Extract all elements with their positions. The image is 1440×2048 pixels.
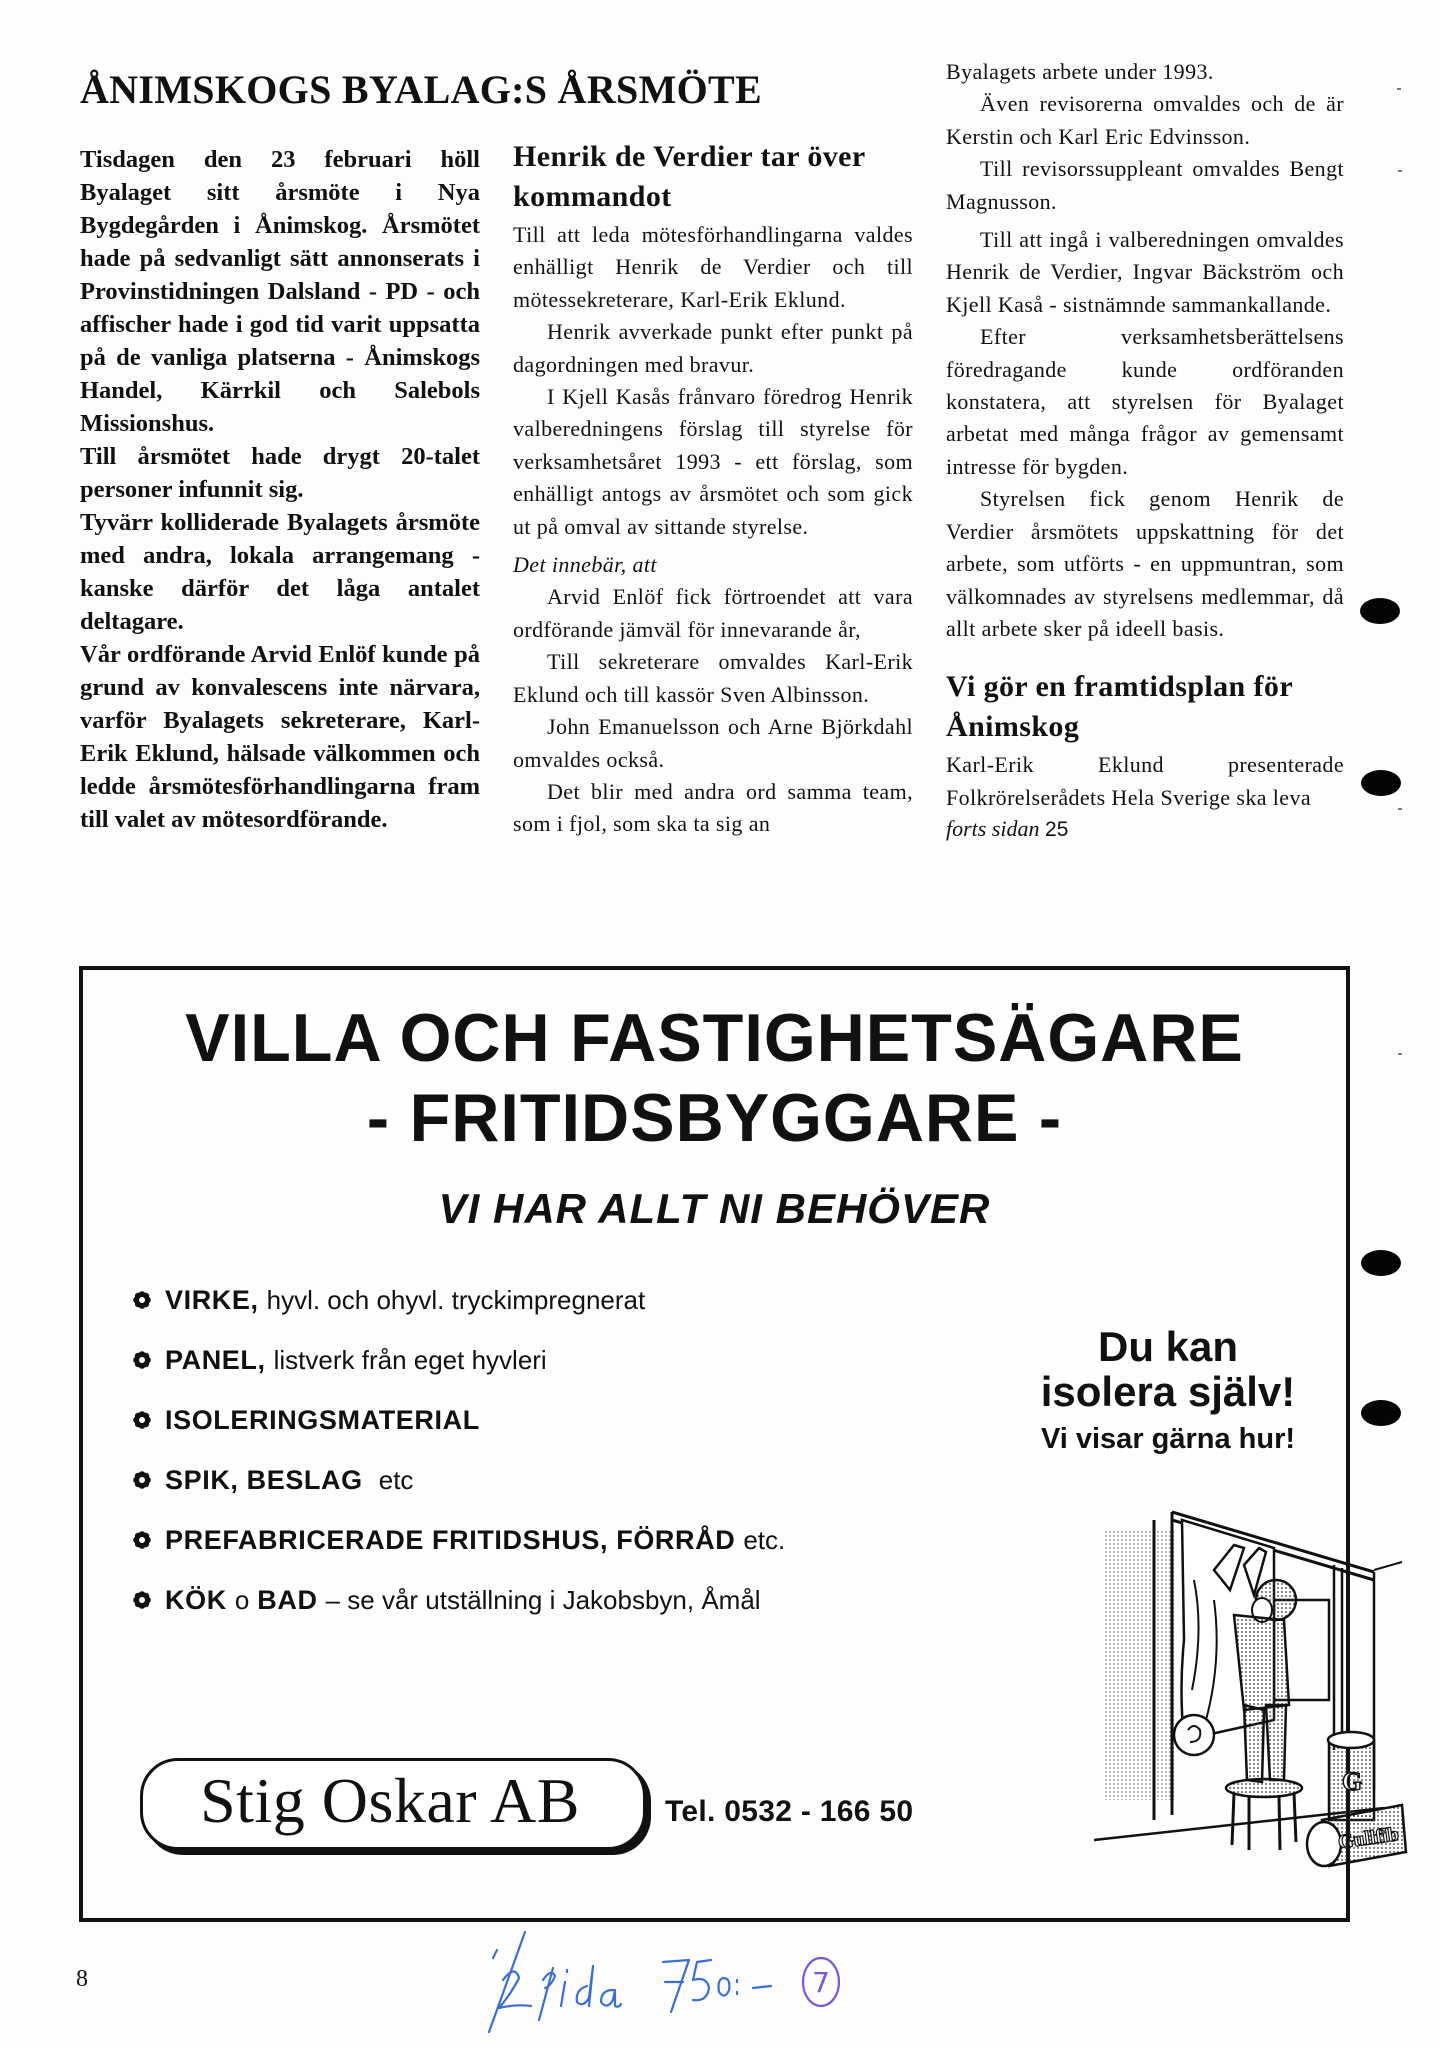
product-item xyxy=(133,1510,785,1570)
advertisement xyxy=(79,966,1401,1922)
punch-hole xyxy=(1360,598,1400,624)
ad-callout xyxy=(1003,1325,1333,1459)
product-name: PREFABRICERADE FRITIDSHUS, FÖRRÅD xyxy=(165,1525,736,1555)
product-name: BAD xyxy=(257,1585,318,1615)
punch-hole xyxy=(1361,770,1401,796)
intro-paragraph: Tisdagen den 23 februari höll Byalaget sitt årsmöte i Nya Bygdegården i Ånimskog. Årsmötet hade på sedvanligt sätt annonserats i Provinstidningen Dalsland - PD - och affischer hade i god tid varit uppsatta på de vanliga platserna - Ånimskogs Handel, Kärrkil och Salebols Missionshus. xyxy=(80,146,480,437)
article-column-3 xyxy=(946,56,1344,845)
ad-tagline: VI HAR ALLT NI BEHÖVER xyxy=(438,1185,991,1232)
body-paragraph: Styrelsen fick genom Henrik de Verdier årsmötets uppskattning för det arbete, som utförts - en uppmuntran, som välkomnades av styrelsens medlemmar, då allt arbete sker på ideell basis. xyxy=(946,486,1344,641)
scan-speck xyxy=(1398,808,1402,810)
body-paragraph: Byalagets arbete under 1993. xyxy=(946,59,1214,84)
intro-paragraph: Vår ordförande Arvid Enlöf kunde på grund av konvalescens inte närvara, varför Byalagets sekreterare, Karl-Erik Eklund, hälsade välkommen och ledde årsmötesförhandlingarna fram till valet av mötesordförande. xyxy=(80,641,480,833)
body-paragraph: Det blir med andra ord samma team, som i fjol, som ska ta sig an xyxy=(513,778,913,837)
body-paragraph: Efter verksamhetsberättelsens föredragande kunde ordföranden konstatera, att styrelsen för Byalaget arbetat med många frågor av gemensamt intresse för bygden. xyxy=(946,324,1344,479)
ad-headline-line-2: - FRITIDSBYGGARE - xyxy=(366,1080,1063,1156)
body-paragraph: Henrik avverkade punkt efter punkt på dagordningen med bravur. xyxy=(513,319,913,377)
body-paragraph: John Emanuelsson och Arne Björkdahl omvaldes också. xyxy=(513,714,913,772)
svg-text:G: G xyxy=(1342,1767,1363,1796)
article-column-1 xyxy=(80,143,480,836)
body-paragraph-italic: Det innebär, att xyxy=(513,552,657,578)
body-paragraph: Till sekreterare omvaldes Karl-Erik Eklund och till kassör Sven Albinsson. xyxy=(513,649,913,707)
punch-hole xyxy=(1361,1250,1401,1276)
body-paragraph: I Kjell Kasås frånvaro föredrog Henrik valberedningens förslag till styrelse för verksamhetsåret 1993 - ett förslag, som enhälligt antogs av årsmötet och som gick ut på omval av sittande styrelse. xyxy=(513,384,913,539)
product-detail: – se vår utställning i Jakobsbyn, Åmål xyxy=(325,1585,761,1615)
product-detail: etc xyxy=(378,1465,414,1495)
product-name: ISOLERINGSMATERIAL xyxy=(165,1405,480,1435)
product-connector: o xyxy=(234,1585,250,1615)
intro-paragraph: Till årsmötet hade drygt 20-talet personer infunnit sig. xyxy=(80,443,480,503)
product-name: KÖK xyxy=(165,1585,227,1615)
body-paragraph: Även revisorerna omvaldes och de är Kerstin och Karl Eric Edvinsson. xyxy=(946,91,1344,149)
body-paragraph: Till revisorssuppleant omvaldes Bengt Magnusson. xyxy=(946,156,1344,214)
product-item xyxy=(133,1390,785,1450)
scan-speck xyxy=(1398,170,1402,172)
product-detail: listverk från eget hyvleri xyxy=(273,1345,547,1375)
product-detail: hyvl. och ohyvl. tryckimpregnerat xyxy=(266,1285,646,1315)
product-name: VIRKE, xyxy=(165,1285,259,1315)
callout-subline: Vi visar gärna hur! xyxy=(1040,1423,1296,1455)
body-paragraph: Till att leda mötesförhandlingarna valdes enhälligt Henrik de Verdier och till mötessekreterare, Karl-Erik Eklund. xyxy=(513,222,913,312)
flower-bullet-icon xyxy=(133,1531,151,1549)
callout-line: isolera själv! xyxy=(1040,1368,1296,1415)
company-phone[interactable]: Tel. 0532 - 166 50 xyxy=(665,1795,914,1828)
body-paragraph: Till att ingå i valberedningen omvaldes Henrik de Verdier, Ingvar Bäckström och Kjell Kaså - sistnämnde sammankallande. xyxy=(946,227,1344,317)
handwritten-note xyxy=(475,1920,995,2040)
ad-headline xyxy=(96,998,1334,1158)
continued-page-number: 25 xyxy=(1045,818,1069,842)
product-detail: etc. xyxy=(743,1525,786,1555)
insulation-roll xyxy=(1328,1732,1374,1820)
ad-headline-line-1: VILLA OCH FASTIGHETSÄGARE xyxy=(185,1000,1244,1076)
frame-post xyxy=(1334,1565,1342,1750)
company-logo xyxy=(140,1758,640,1848)
product-list xyxy=(133,1270,785,1630)
section-heading: Vi gör en framtidsplan för Ånimskog xyxy=(946,670,1293,744)
brand-label: Gullfib xyxy=(1336,1823,1401,1854)
circled-number-text: 7 xyxy=(812,1966,830,1999)
stool xyxy=(1226,1779,1302,1850)
article-title: ÅNIMSKOGS BYALAG:S ÅRSMÖTE xyxy=(80,67,762,112)
flower-bullet-icon xyxy=(133,1351,151,1369)
page-number: 8 xyxy=(76,1966,88,1992)
company-name: Stig Oskar AB xyxy=(200,1765,580,1836)
continued-label: forts sidan xyxy=(946,816,1040,842)
body-paragraph: Karl-Erik Eklund presenterade Folkrörelserådets Hela Sverige ska leva xyxy=(946,752,1344,810)
handwriting-ink xyxy=(489,1932,771,2032)
body-paragraph: Arvid Enlöf fick förtroendet att vara ordförande jämväl för innevarande år, xyxy=(513,584,913,642)
continued-reference[interactable] xyxy=(946,814,1344,845)
product-item xyxy=(133,1270,785,1330)
callout-line: Du kan xyxy=(1097,1323,1239,1370)
intro-paragraph: Tyvärr kolliderade Byalagets årsmöte med andra, lokala arrangemang - kanske därför det låga antalet deltagare. xyxy=(80,509,480,635)
flower-bullet-icon xyxy=(133,1471,151,1489)
product-item xyxy=(133,1450,785,1510)
product-item xyxy=(133,1330,785,1390)
product-name: SPIK, BESLAG xyxy=(165,1465,363,1495)
product-name: PANEL, xyxy=(165,1345,266,1375)
wall-shading xyxy=(1104,1530,1174,1800)
flower-bullet-icon xyxy=(133,1411,151,1429)
scan-speck xyxy=(1398,1053,1402,1055)
punch-hole xyxy=(1361,1400,1401,1426)
flower-bullet-icon xyxy=(133,1291,151,1309)
product-item xyxy=(133,1570,785,1630)
flower-bullet-icon xyxy=(133,1591,151,1609)
scan-speck xyxy=(1397,88,1401,90)
section-heading: Henrik de Verdier tar över kommandot xyxy=(513,140,866,213)
article-column-2 xyxy=(513,137,913,841)
insulation-worker-illustration xyxy=(1084,1490,1410,1880)
